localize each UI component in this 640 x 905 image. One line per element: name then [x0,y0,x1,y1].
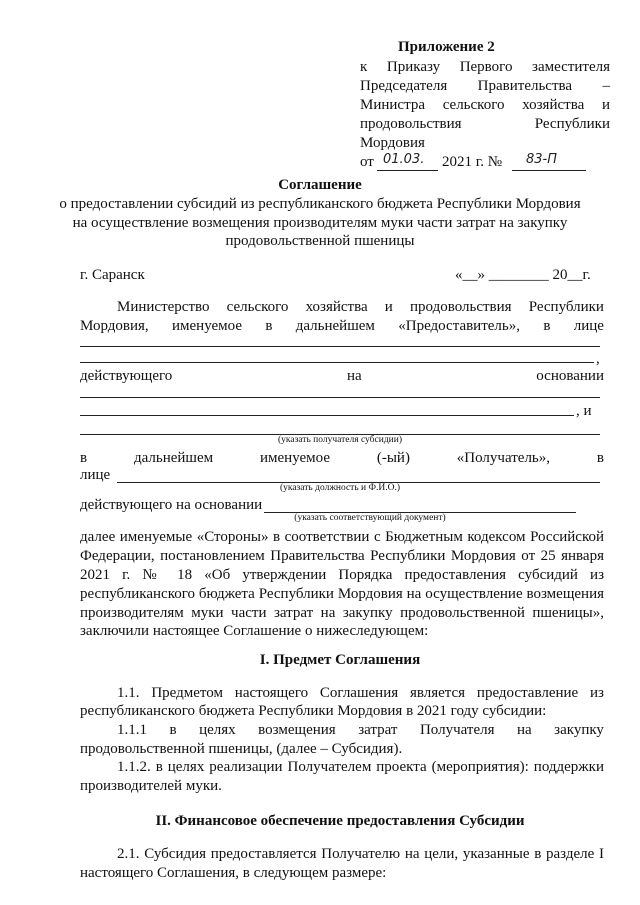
agreement-subtitle-3: продовольственной пшеницы [225,233,415,249]
acting-basis-label: действующего на основании [80,497,263,513]
word: возмещения [258,722,336,738]
in-person-label: лице [80,467,111,483]
word: на [516,722,532,738]
appendix-line-1: к Приказу Первого заместителя [360,59,610,75]
word: в [169,722,177,738]
word: именуемое [172,318,242,334]
paragraph-line-1: далее именуемые «Стороны» в соответствии с Бюджетным кодексом Российской [80,529,604,545]
appendix-line-4: продовольствия Республики [360,116,610,132]
p21-line-2: настоящего Соглашения, в следующем размере: [80,865,387,881]
word: «Получатель», [456,450,551,466]
paragraph-line-5: производителям муки части затрат на закупку продовольственной пшеницы», [80,605,604,621]
appendix-line-3: Министра сельского хозяйства и [360,97,610,113]
paragraph-line-4: республиканского бюджета Республики Мордовия на осуществление возмещения [80,586,604,602]
p112-line-1: 1.1.2. в целях реализации Получателем проекта (мероприятия): поддержки [117,759,604,775]
word: продовольствия [409,299,512,315]
caption-position: (указать должность и Ф.И.О.) [279,483,401,493]
word: в [80,450,88,466]
appendix-line-2: Председателя Правительства – [360,78,610,94]
agreement-title: Соглашение [278,177,362,193]
recipient-line [80,449,604,467]
word: сельского [226,299,289,315]
word: действующего [80,368,173,384]
city: г. Саранск [80,267,145,283]
word: лице [573,318,604,334]
appendix-year-number: 2021 г. № [442,154,503,170]
p111-line-2: продовольственной пшеницы, (далее – Субсидия). [80,741,403,757]
paragraph-line-3: 2021 г. № 18 «Об утверждении Порядка предоставления субсидий из [80,567,604,583]
appendix-date-prefix: от [360,154,374,170]
word: Получателя [419,722,495,738]
number-underline [512,170,586,171]
p111-line-1 [117,721,604,739]
word: дальнейшем [133,450,214,466]
p11-line-2: республиканского бюджета Республики Мордовия в 2021 году субсидии: [80,703,547,719]
party1-line-2 [80,317,604,335]
appendix-line-5: Мордовия [360,135,425,151]
blank-comma: , [596,351,600,367]
word: затрат [358,722,398,738]
party1-line-1 [117,298,604,316]
word: 1.1.1 [117,722,147,738]
word: в [543,318,551,334]
section2-title: II. Финансовое обеспечение предоставления Субсидии [155,813,525,829]
word: закупку [554,722,604,738]
and-text: , и [576,403,592,419]
section1-title: I. Предмет Соглашения [259,652,421,668]
date-template: «__» ________ 20__г. [455,267,591,283]
agreement-subtitle-2: на осуществление возмещения производителям муки части затрат на закупку [72,215,568,231]
word: целях [199,722,236,738]
p112-line-2: производителей муки. [80,778,222,794]
caption-recipient: (указать получателя субсидии) [277,435,402,445]
paragraph-line-6: заключили настоящее Соглашение о нижеследующем: [80,623,429,639]
blank-line-4 [80,415,574,416]
agreement-subtitle-1: о предоставлении субсидий из республиканского бюджета Республики Мордовия [59,196,581,212]
word: «Предоставитель», [398,318,521,334]
blank-line-2 [80,362,594,363]
word: и [384,299,393,315]
appendix-title: Приложение 2 [398,39,495,55]
word: Мордовия, [80,318,149,334]
date-underline [377,170,438,171]
p21-line-1: 2.1. Субсидия предоставляется Получателю на цели, указанные в разделе I [117,846,604,862]
word: в [596,450,604,466]
p11-line-1: 1.1. Предметом настоящего Соглашения является предоставление из [117,685,604,701]
handwritten-number: 83-П [526,152,558,167]
word: на [346,368,362,384]
handwritten-date: 01.03. [383,152,425,167]
word: в [265,318,273,334]
caption-document: (указать соответствующий документ) [294,513,446,523]
word: хозяйства [305,299,368,315]
blank-line-1 [80,346,600,347]
word: Республики [528,299,604,315]
blank-line-3 [80,397,600,398]
word: (-ый) [376,450,410,466]
word: дальнейшем [295,318,375,334]
word: именуемое [259,450,330,466]
word: основании [536,368,604,384]
paragraph-line-2: Федерации, постановлением Правительства Республики Мордовия от 25 января [80,548,604,564]
word: Министерство [117,299,210,315]
acting-line [80,367,604,385]
